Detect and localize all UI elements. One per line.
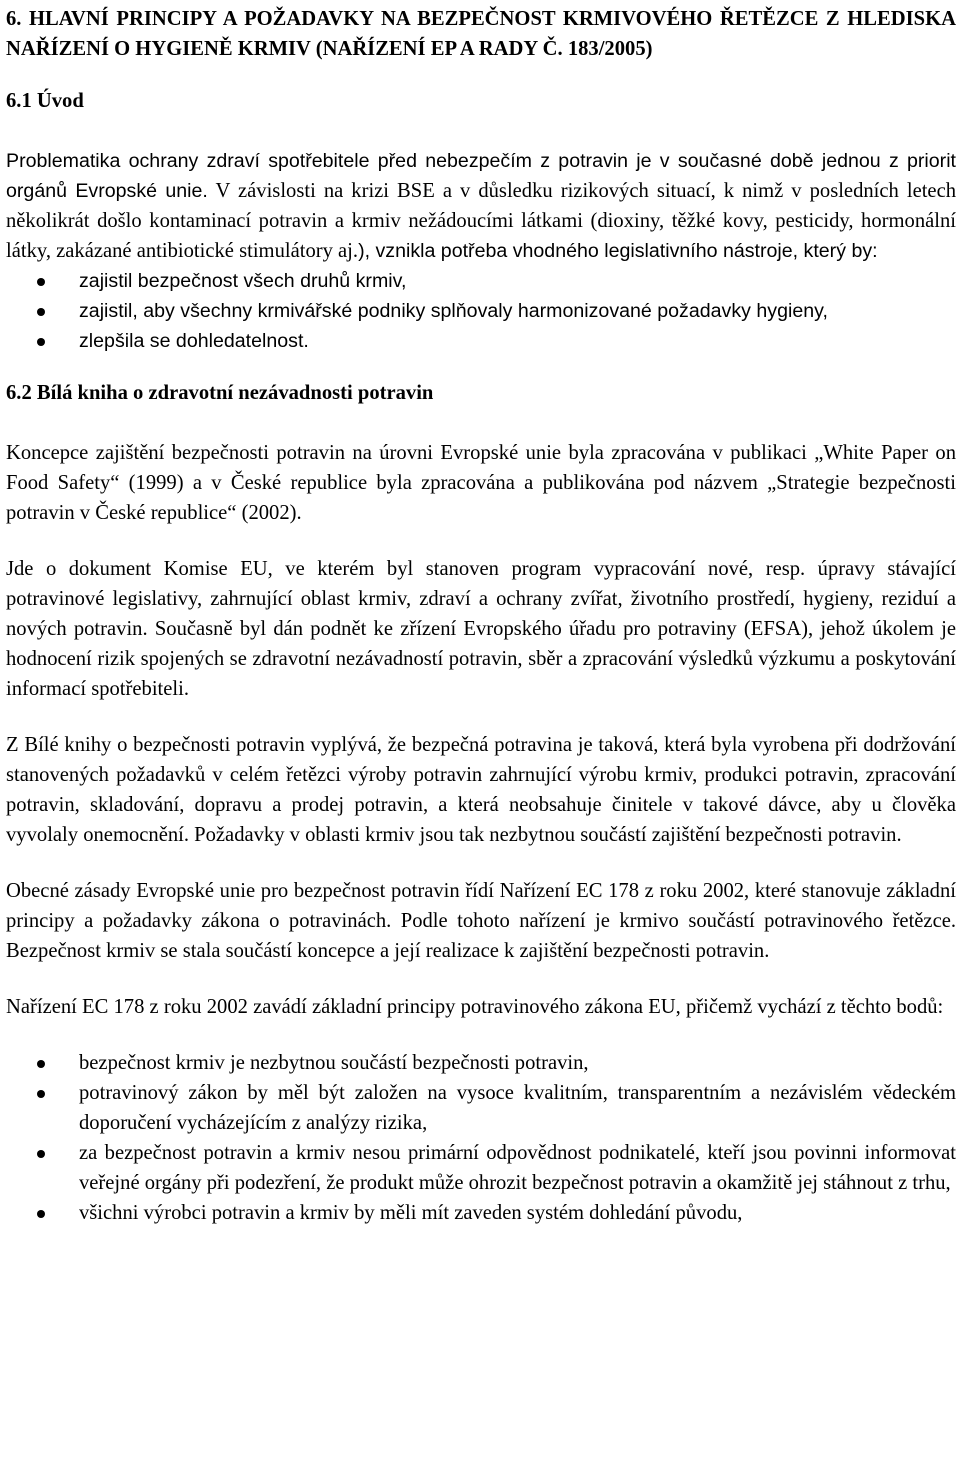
list-item: zlepšila se dohledatelnost. xyxy=(6,326,956,356)
list-item: za bezpečnost potravin a krmiv nesou primární odpovědnost podnikatelé, kteří jsou povinni informovat veřejné orgány při podezření, že produkt může ohrozit bezpečnost potravin a okamžitě jej stáhnout z trhu, xyxy=(6,1138,956,1198)
intro-paragraph xyxy=(6,146,956,266)
intro-lead-text: Problematika ochrany zdraví spotřebitele před nebezpečím z potravin je v současné době jednou z priorit orgánů Evropské unie. xyxy=(6,150,956,202)
document-page xyxy=(6,4,956,1228)
paragraph: Koncepce zajištění bezpečnosti potravin na úrovni Evropské unie byla zpracována v publikaci „White Paper on Food Safety“ (1999) a v České republice byla zpracována a publikována pod názvem „Strategie bezpečnosti potravin v České republice“ (2002). xyxy=(6,442,956,524)
list-item: zajistil, aby všechny krmivářské podniky splňovaly harmonizované požadavky hygieny, xyxy=(6,296,956,326)
list-item: bezpečnost krmiv je nezbytnou součástí bezpečnosti potravin, xyxy=(6,1048,956,1078)
intro-tail-text: ), vznikla potřeba vhodného legislativního nástroje, který by: xyxy=(358,240,878,262)
intro-mid-text: V závislosti na krizi BSE a v důsledku rizikových situací, k nimž v posledních letech několikrát došlo kontaminací potravin a krmiv nežádoucími látkami (dioxiny, těžké kovy, pesticidy, hormonální látky, zakázané antibiotické stimulátory aj. xyxy=(6,180,957,262)
principles-bullet-list xyxy=(6,1048,956,1228)
list-item: zajistil bezpečnost všech druhů krmiv, xyxy=(6,266,956,296)
paragraph: Nařízení EC 178 z roku 2002 zavádí základní principy potravinového zákona EU, přičemž vychází z těchto bodů: xyxy=(6,996,944,1018)
paragraph: Z Bílé knihy o bezpečnosti potravin vyplývá, že bezpečná potravina je taková, která byla vyrobena při dodržování stanovených požadavků v celém řetězci výroby potravin zahrnující výrobu krmiv, produkci potravin, zpracování potravin, skladování, dopravu a prodej potravin, a která neobsahuje činitele v takové dávce, aby u člověka vyvolaly onemocnění. Požadavky v oblasti krmiv jsou tak nezbytnou součástí zajištění bezpečnosti potravin. xyxy=(6,734,956,846)
section-heading-intro: 6.1 Úvod xyxy=(6,90,84,112)
list-item: potravinový zákon by měl být založen na vysoce kvalitním, transparentním a nezávislém vědeckém doporučení vycházejícím z analýzy rizika, xyxy=(6,1078,956,1138)
section-heading-white-book: 6.2 Bílá kniha o zdravotní nezávadnosti potravin xyxy=(6,382,434,404)
paragraph: Obecné zásady Evropské unie pro bezpečnost potravin řídí Nařízení EC 178 z roku 2002, které stanovuje základní principy a požadavky zákona o potravinách. Podle tohoto nařízení je krmivo součástí potravinového řetězce. Bezpečnost krmiv se stala součástí koncepce a její realizace k zajištění bezpečnosti potravin. xyxy=(6,880,956,962)
chapter-title: 6. HLAVNÍ PRINCIPY A POŽADAVKY NA BEZPEČNOST KRMIVOVÉHO ŘETĚZCE Z HLEDISKA NAŘÍZENÍ O HYGIENĚ KRMIV (NAŘÍZENÍ EP A RADY Č. 183/2005) xyxy=(6,8,956,60)
list-item: všichni výrobci potravin a krmiv by měli mít zaveden systém dohledání původu, xyxy=(6,1198,956,1228)
intro-bullet-list xyxy=(6,266,956,356)
paragraph: Jde o dokument Komise EU, ve kterém byl stanoven program vypracování nové, resp. úpravy stávající potravinové legislativy, zahrnující oblast krmiv, zdraví a ochrany zvířat, životního prostředí, hygieny, reziduí a nových potravin. Současně byl dán podnět ke zřízení Evropského úřadu pro potraviny (EFSA), jehož úkolem je hodnocení rizik spojených se zdravotní nezávadností potravin, sběr a zpracování výsledků výzkumu a poskytování informací spotřebiteli. xyxy=(6,558,956,700)
